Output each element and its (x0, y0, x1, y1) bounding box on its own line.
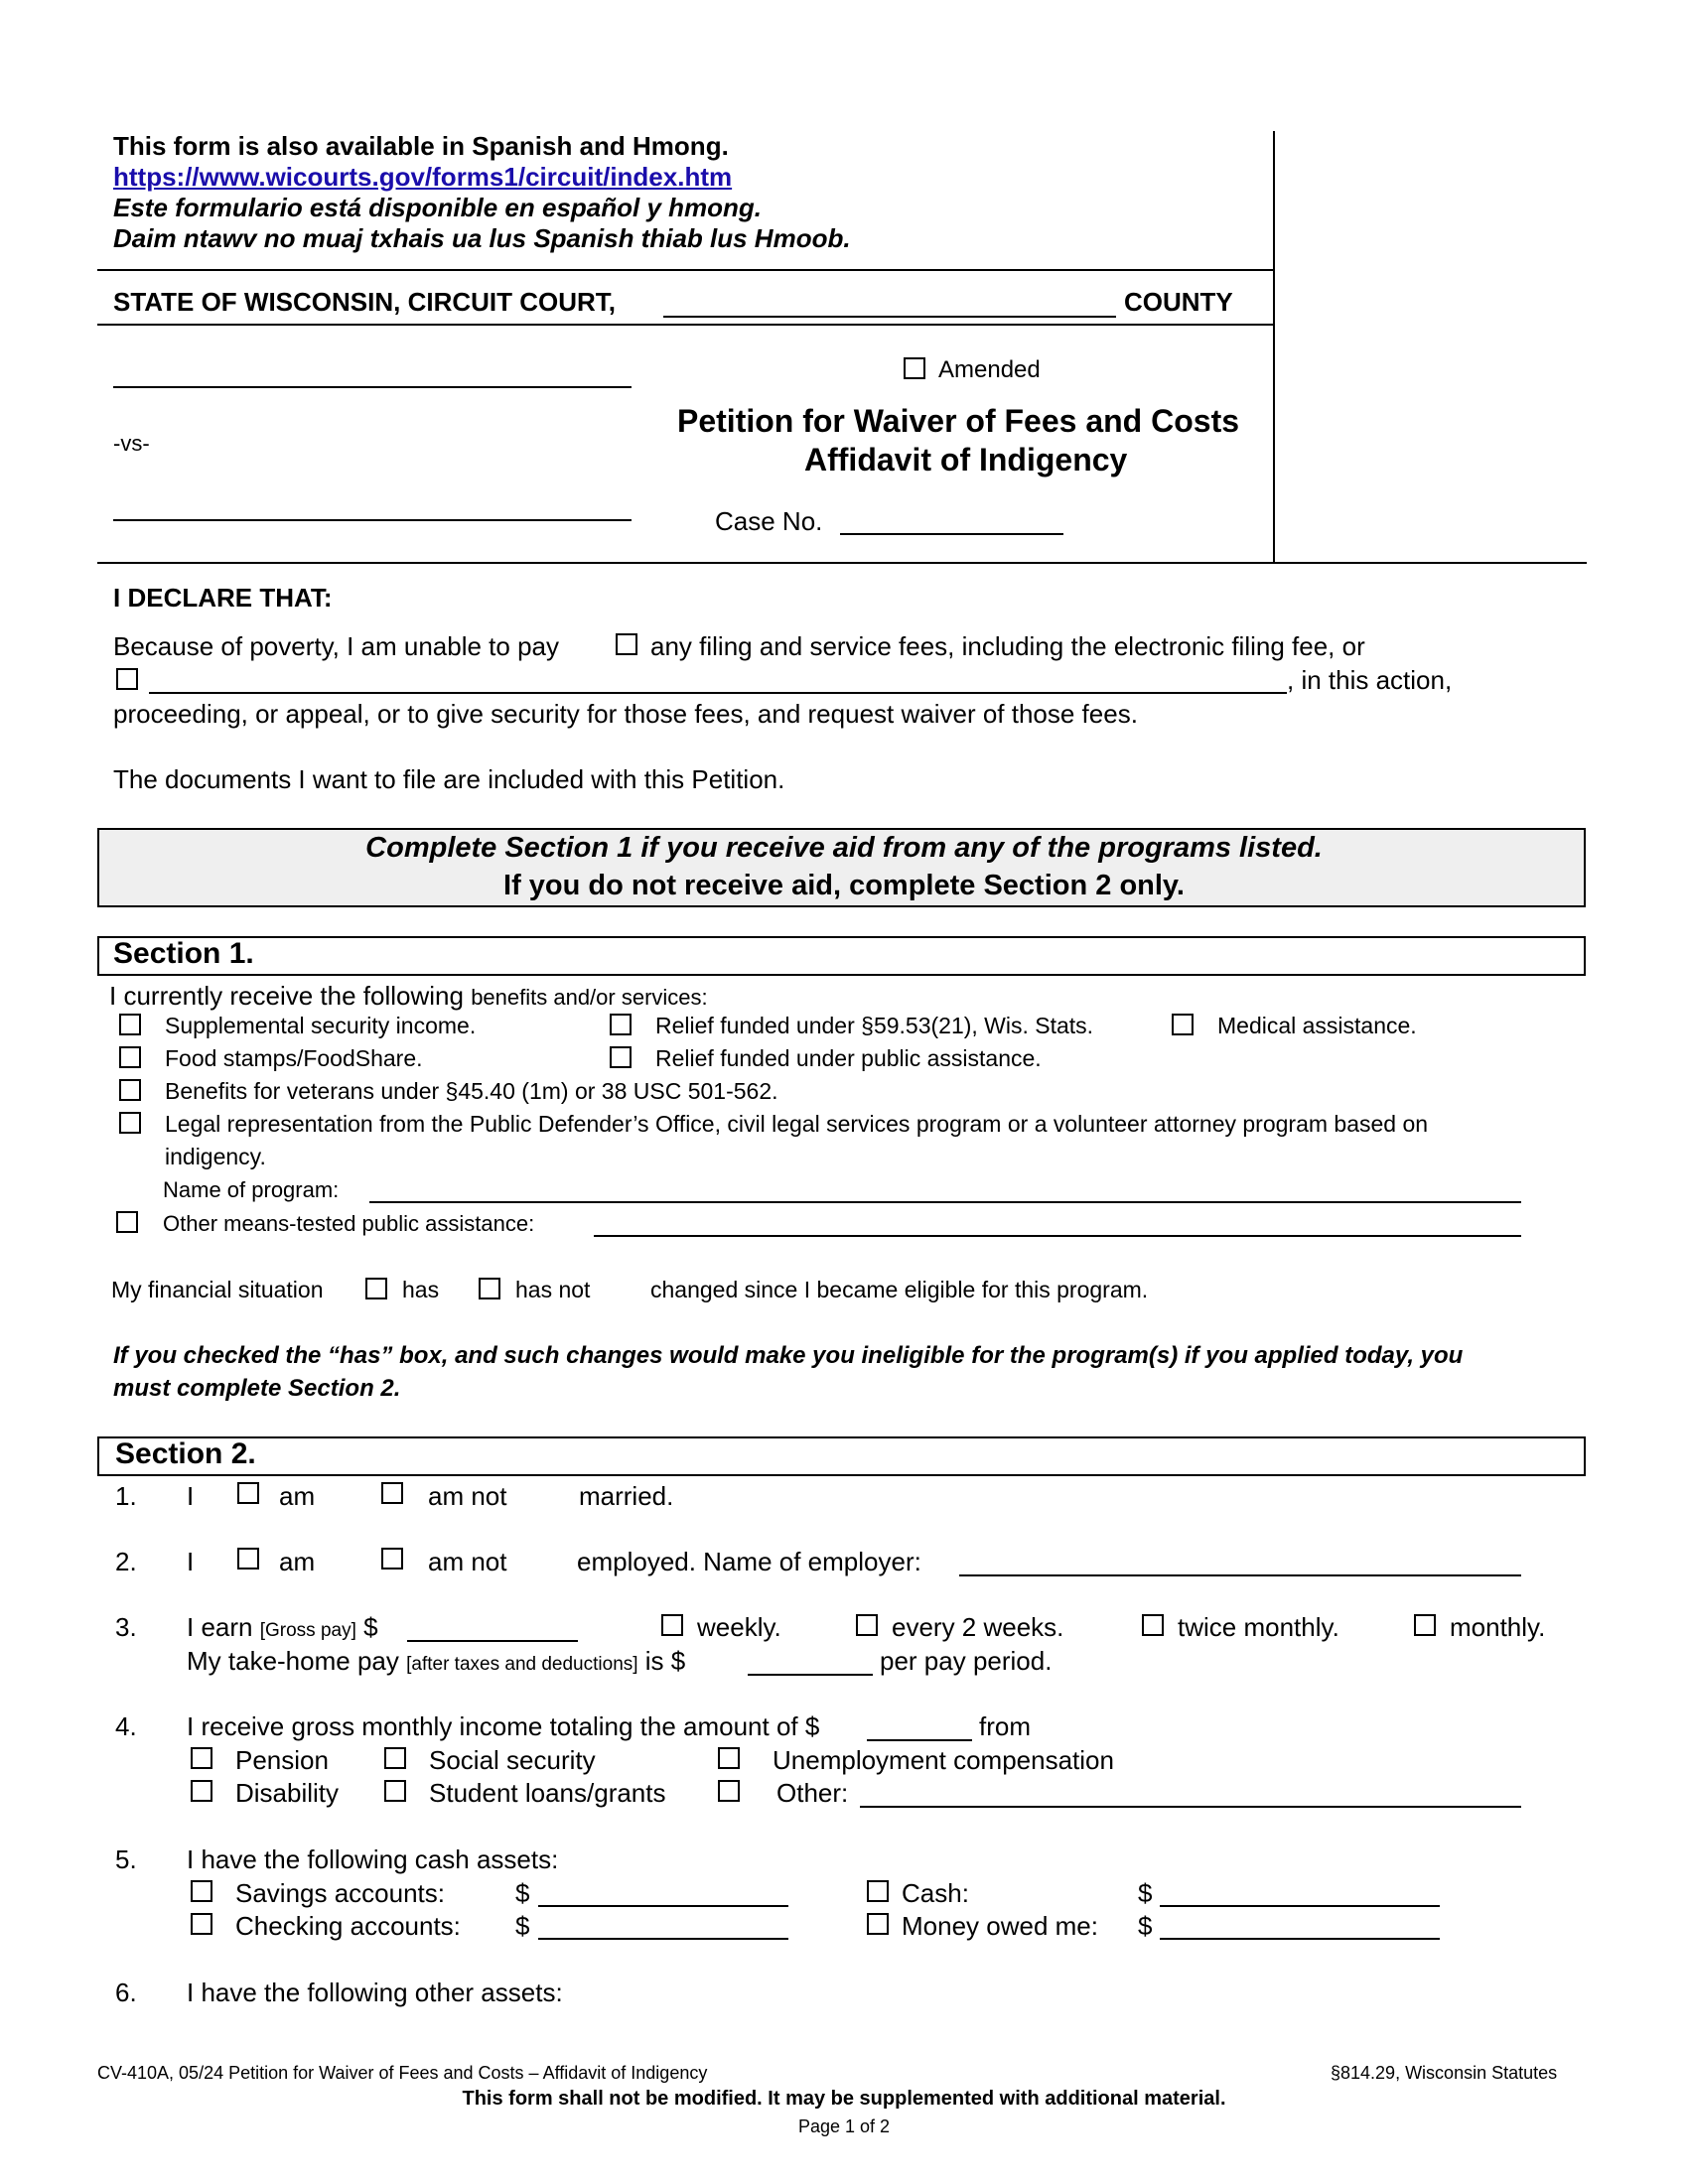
financial-situation-label: My financial situation (111, 1277, 324, 1302)
relief-public-label: Relief funded under public assistance. (655, 1045, 1042, 1071)
other-income-field[interactable] (860, 1806, 1521, 1808)
section2-title: Section 2. (115, 1437, 256, 1470)
relief-5953-label: Relief funded under §59.53(21), Wis. Stats. (655, 1013, 1094, 1038)
take-home-field[interactable] (748, 1674, 873, 1676)
q2-subject: I (187, 1547, 195, 1576)
program-name-label: Name of program: (163, 1177, 340, 1202)
money-owed-amount-field[interactable] (1160, 1938, 1440, 1940)
legal-representation-label-cont: indigency. (165, 1144, 266, 1169)
specific-fees-checkbox[interactable] (116, 668, 138, 690)
married-text: married. (579, 1481, 674, 1511)
section1-header (97, 936, 1586, 976)
weekly-checkbox[interactable] (661, 1614, 683, 1636)
q5-number: 5. (115, 1844, 137, 1874)
employed-checkbox[interactable] (237, 1548, 259, 1570)
q1-subject: I (187, 1481, 195, 1511)
cash-dollar: $ (1138, 1878, 1153, 1908)
statute-reference: §814.29, Wisconsin Statutes (1331, 2063, 1558, 2083)
forms-url-link[interactable]: https://www.wicourts.gov/forms1/circuit/index.htm (113, 162, 733, 192)
has-label: has (402, 1277, 440, 1302)
has-box-note-cont: must complete Section 2. (113, 1375, 401, 1402)
checking-dollar: $ (515, 1911, 530, 1941)
case-no-label: Case No. (715, 506, 823, 536)
pension-label: Pension (235, 1745, 329, 1775)
weekly-label: weekly. (697, 1612, 781, 1642)
header-right-border (1273, 131, 1275, 562)
hmong-availability: Daim ntawv no muaj txhais ua lus Spanish thiab lus Hmoob. (113, 223, 851, 253)
money-owed-dollar: $ (1138, 1911, 1153, 1941)
medical-assistance-label: Medical assistance. (1217, 1013, 1417, 1038)
form-id: CV-410A, 05/24 Petition for Waiver of Fees and Costs – Affidavit of Indigency (97, 2063, 708, 2083)
case-no-field[interactable] (840, 533, 1063, 535)
married-checkbox[interactable] (237, 1482, 259, 1504)
section2-header (97, 1436, 1586, 1476)
cash-amount-field[interactable] (1160, 1905, 1440, 1907)
other-income-checkbox[interactable] (718, 1780, 740, 1802)
section1-instruction: Complete Section 1 if you receive aid from any of the programs listed. (365, 832, 1323, 864)
other-assistance-label: Other means-tested public assistance: (163, 1211, 535, 1236)
veterans-label: Benefits for veterans under §45.40 (1m) or 38 USC 501-562. (165, 1078, 778, 1104)
section1-title: Section 1. (113, 937, 254, 970)
has-not-changed-checkbox[interactable] (479, 1278, 500, 1299)
respondent-name-field[interactable] (113, 519, 632, 521)
other-income-label: Other: (776, 1778, 849, 1808)
form-subtitle: Affidavit of Indigency (804, 442, 1128, 478)
other-assets-text: I have the following other assets: (187, 1978, 563, 2007)
money-owed-checkbox[interactable] (867, 1913, 889, 1935)
foodshare-label: Food stamps/FoodShare. (165, 1045, 423, 1071)
all-fees-checkbox[interactable] (616, 633, 637, 655)
program-name-field[interactable] (369, 1201, 1521, 1203)
unable-to-pay-text: Because of poverty, I am unable to pay (113, 631, 560, 661)
every-2-weeks-checkbox[interactable] (856, 1614, 878, 1636)
social-security-checkbox[interactable] (384, 1747, 406, 1769)
in-this-action-text: , in this action, (1287, 665, 1453, 695)
earn-label: I earn [Gross pay] $ (187, 1612, 378, 1642)
employer-name-field[interactable] (959, 1574, 1521, 1576)
form-title: Petition for Waiver of Fees and Costs (677, 403, 1240, 439)
savings-dollar: $ (515, 1878, 530, 1908)
foodshare-checkbox[interactable] (119, 1046, 141, 1068)
medical-assistance-checkbox[interactable] (1172, 1014, 1194, 1035)
relief-5953-checkbox[interactable] (610, 1014, 632, 1035)
divider (97, 269, 1275, 271)
other-assistance-field[interactable] (594, 1235, 1521, 1237)
student-loans-checkbox[interactable] (384, 1780, 406, 1802)
unemployment-checkbox[interactable] (718, 1747, 740, 1769)
employer-text: employed. Name of employer: (577, 1547, 921, 1576)
county-field[interactable] (663, 316, 1116, 318)
q2-number: 2. (115, 1547, 137, 1576)
money-owed-label: Money owed me: (902, 1911, 1098, 1941)
savings-amount-field[interactable] (538, 1905, 788, 1907)
has-not-label: has not (515, 1277, 591, 1302)
spanish-availability: Este formulario está disponible en español y hmong. (113, 193, 763, 222)
twice-monthly-label: twice monthly. (1178, 1612, 1339, 1642)
section2-instruction: If you do not receive aid, complete Section 2 only. (503, 870, 1185, 901)
has-changed-checkbox[interactable] (365, 1278, 387, 1299)
per-pay-period-text: per pay period. (880, 1646, 1053, 1676)
has-box-note: If you checked the “has” box, and such changes would make you ineligible for the program(s) if you applied today, you (113, 1342, 1464, 1369)
employed-am-label: am (279, 1547, 316, 1576)
changed-since-text: changed since I became eligible for this program. (650, 1277, 1149, 1302)
ssi-label: Supplemental security income. (165, 1013, 477, 1038)
proceeding-text: proceeding, or appeal, or to give security for those fees, and request waiver of those fees. (113, 699, 1138, 729)
employed-am-not-label: am not (428, 1547, 507, 1576)
married-am-not-label: am not (428, 1481, 507, 1511)
specific-fees-field[interactable] (149, 692, 1287, 694)
veterans-checkbox[interactable] (119, 1079, 141, 1101)
checking-label: Checking accounts: (235, 1911, 461, 1941)
legal-representation-checkbox[interactable] (119, 1112, 141, 1134)
gross-monthly-text: I receive gross monthly income totaling the amount of $ (187, 1711, 820, 1741)
monthly-checkbox[interactable] (1414, 1614, 1436, 1636)
ssi-checkbox[interactable] (119, 1014, 141, 1035)
pension-checkbox[interactable] (191, 1747, 212, 1769)
q6-number: 6. (115, 1978, 137, 2007)
other-assistance-checkbox[interactable] (116, 1211, 138, 1233)
gross-monthly-field[interactable] (867, 1739, 972, 1741)
not-married-checkbox[interactable] (381, 1482, 403, 1504)
page-number: Page 1 of 2 (797, 2116, 891, 2136)
monthly-label: monthly. (1450, 1612, 1546, 1642)
q3-number: 3. (115, 1612, 137, 1642)
documents-included-text: The documents I want to file are included with this Petition. (113, 764, 785, 794)
divider (97, 562, 1587, 564)
cash-checkbox[interactable] (867, 1880, 889, 1902)
q1-number: 1. (115, 1481, 137, 1511)
declare-heading: I DECLARE THAT: (113, 583, 333, 613)
checking-checkbox[interactable] (191, 1913, 212, 1935)
from-text: from (979, 1711, 1031, 1741)
cash-label: Cash: (902, 1878, 969, 1908)
disability-label: Disability (235, 1778, 340, 1808)
cash-assets-text: I have the following cash assets: (187, 1844, 559, 1874)
gross-pay-field[interactable] (407, 1640, 578, 1642)
unemployment-label: Unemployment compensation (773, 1745, 1114, 1775)
modification-notice: This form shall not be modified. It may be supplemented with additional material. (462, 2088, 1226, 2110)
amended-checkbox[interactable] (904, 357, 925, 379)
amended-label: Amended (938, 356, 1041, 383)
not-employed-checkbox[interactable] (381, 1548, 403, 1570)
section1-intro: I currently receive the following benefits and/or services: (109, 981, 708, 1011)
every-2-weeks-label: every 2 weeks. (892, 1612, 1064, 1642)
checking-amount-field[interactable] (538, 1938, 788, 1940)
disability-checkbox[interactable] (191, 1780, 212, 1802)
married-am-label: am (279, 1481, 316, 1511)
social-security-label: Social security (429, 1745, 596, 1775)
take-home-label: My take-home pay [after taxes and deductions] is $ (187, 1646, 686, 1676)
savings-checkbox[interactable] (191, 1880, 212, 1902)
versus-label: -vs- (113, 431, 150, 456)
petitioner-name-field[interactable] (113, 386, 632, 388)
legal-representation-label: Legal representation from the Public Defender’s Office, civil legal services program or a volunteer attorney program based on (165, 1111, 1429, 1137)
twice-monthly-checkbox[interactable] (1142, 1614, 1164, 1636)
q4-number: 4. (115, 1711, 137, 1741)
student-loans-label: Student loans/grants (429, 1778, 666, 1808)
divider (97, 324, 1275, 326)
availability-text: This form is also available in Spanish and Hmong. (113, 131, 729, 161)
all-fees-label: any filing and service fees, including the electronic filing fee, or (650, 631, 1365, 661)
court-label: STATE OF WISCONSIN, CIRCUIT COURT, (113, 287, 617, 317)
relief-public-checkbox[interactable] (610, 1046, 632, 1068)
savings-label: Savings accounts: (235, 1878, 446, 1908)
county-label: COUNTY (1124, 287, 1233, 317)
